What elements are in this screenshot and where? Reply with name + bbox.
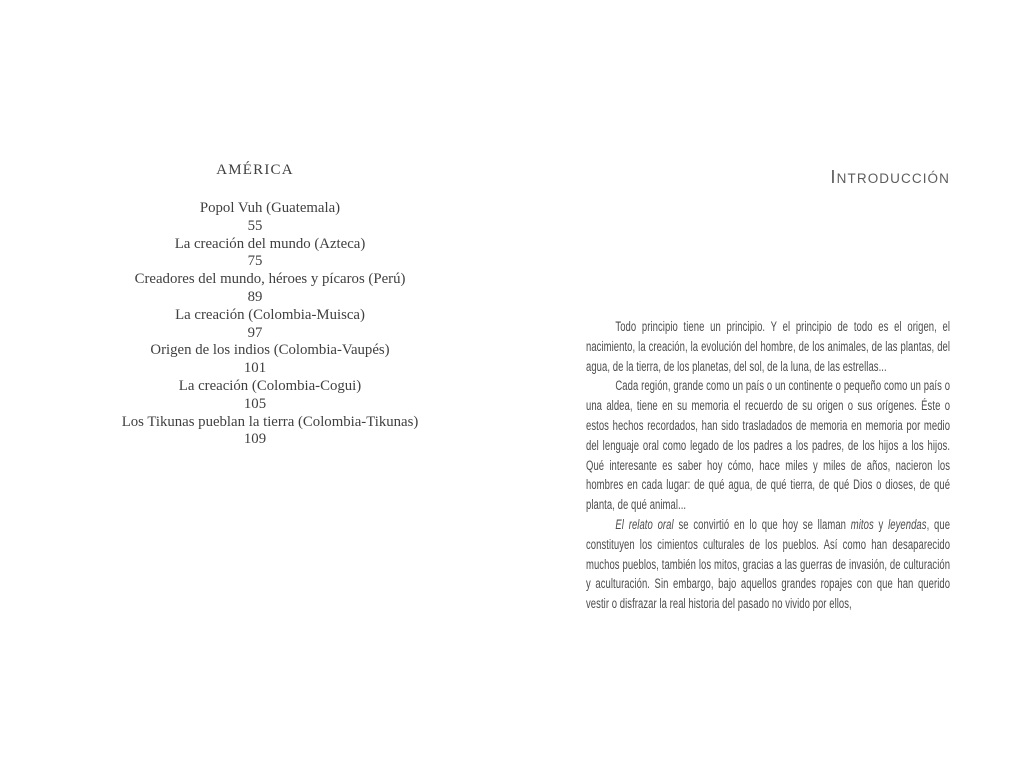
intro-text: se convirtió en lo que hoy se llaman [673, 516, 851, 533]
intro-page [512, 0, 1024, 768]
intro-text: Todo principio tiene un principio. Y el principio de todo es el origen, el nacimiento, la creación, la evolución del hombre, de los animales, de las plantas, del agua, de la tierra, de los planetas, del sol, de la luna, de las estrellas... [586, 319, 951, 375]
toc-entry-page-number: 97 [247, 324, 263, 341]
toc-entry-page-number: 89 [247, 288, 263, 305]
intro-text-italic: El relato oral [615, 516, 674, 533]
toc-entry-title: La creación (Colombia-Muisca) [175, 306, 365, 323]
toc-section-title: AMÉRICA [216, 162, 294, 178]
chapter-title-initial: I [830, 166, 837, 187]
intro-body [586, 318, 950, 615]
toc-entry-title: La creación del mundo (Azteca) [174, 235, 366, 252]
toc-entry-title: Creadores del mundo, héroes y pícaros (Perú) [134, 271, 406, 288]
toc-entry-title: Popol Vuh (Guatemala) [199, 200, 341, 216]
intro-text-italic: mitos [850, 516, 874, 533]
toc-entry-page-number: 109 [243, 431, 267, 448]
intro-paragraph [586, 377, 950, 516]
toc-entry-page-number: 101 [243, 360, 267, 377]
toc-entry-page-number: 105 [243, 395, 267, 412]
intro-text: Cada región, grande como un país o un continente o pequeño como un país o una aldea, tiene en su memoria el recuerdo de su origen o sus orígenes. Éste o estos hechos recordados, han sido trasladados de memoria en memoria por medio del lenguaje oral como legado de los padres a los padres, de los hijos a los hijos. Qué interesante es saber hoy cómo, hace miles y miles de años, nacieron los hombres en cada lugar: de qué agua, de qué tierra, de qué Dios o dioses, de qué planta, de qué animal... [586, 378, 951, 514]
chapter-title [830, 166, 950, 188]
intro-text-italic: leyendas [888, 516, 927, 533]
intro-text: y [873, 516, 889, 533]
intro-paragraph [586, 516, 950, 615]
toc-entry-title: La creación (Colombia-Cogui) [178, 377, 362, 394]
toc-entry-title: Los Tikunas pueblan la tierra (Colombia-Tikunas) [121, 413, 419, 430]
toc-entry-page-number: 55 [247, 217, 263, 234]
intro-paragraph [586, 318, 950, 377]
toc-list [120, 200, 420, 449]
toc-entry-page-number: 75 [247, 253, 263, 270]
chapter-title-rest: NTRODUCCIÓN [836, 171, 950, 186]
intro-text: , que constituyen los cimientos culturales de los pueblos. Así como han desaparecido muchos pueblos, también los mitos, gracias a las guerras de invasión, de culturación y aculturación. Sin embargo, bajo aquellos grandes ropajes con que han querido vestir o disfrazar la real historia del pasado no vivido por ellos, [586, 516, 951, 613]
toc-entry-title: Origen de los indios (Colombia-Vaupés) [150, 342, 390, 359]
